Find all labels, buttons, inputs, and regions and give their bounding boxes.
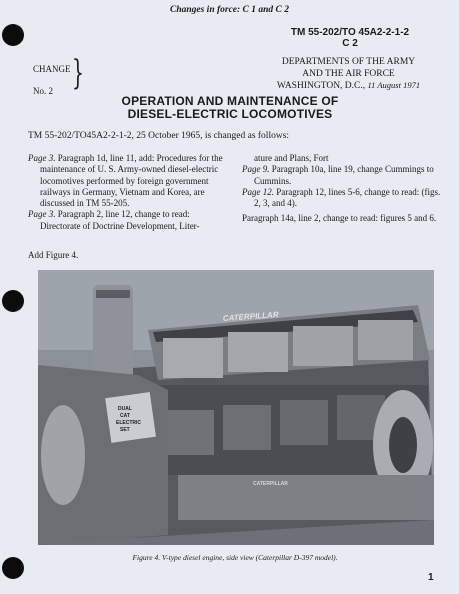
plate-line-2: CAT xyxy=(120,413,130,419)
page-number: 1 xyxy=(428,572,434,583)
change-label: CHANGE xyxy=(33,64,71,74)
column-right xyxy=(242,153,442,225)
base-brand-text: CATERPILLAR xyxy=(253,481,288,487)
dept-place: WASHINGTON, D.C., xyxy=(276,81,366,91)
plate-line-1: DUAL xyxy=(118,406,132,412)
change-entry xyxy=(28,153,231,209)
change-entry xyxy=(242,187,442,210)
entry-text: Paragraph 2, line 12, change to read: Directorate of Doctrine Development, Liter- xyxy=(40,209,200,231)
column-left xyxy=(28,153,231,232)
dept-date: 11 August 1971 xyxy=(367,80,421,90)
punch-hole-bottom xyxy=(2,557,24,579)
add-figure-note: Add Figure 4. xyxy=(28,250,79,260)
change-entry: Paragraph 14a, line 2, change to read: figures 5 and 6. xyxy=(242,213,437,224)
engine-photo xyxy=(38,270,434,545)
brace-glyph: } xyxy=(72,53,84,93)
dept-line2: AND THE AIR FORCE xyxy=(302,68,395,79)
page-ref: Page 12. xyxy=(242,186,274,197)
change-number: No. 2 xyxy=(33,86,53,96)
title-line2: DIESEL-ELECTRIC LOCOMOTIVES xyxy=(127,107,333,121)
entry-text: Paragraph 12, lines 5-6, change to read: (figs. 2, 3, and 4). xyxy=(254,186,441,209)
figure-caption: Figure 4. V-type diesel engine, side view (Caterpillar D-397 model). xyxy=(132,553,338,562)
department-block xyxy=(246,57,451,93)
page-ref: Page 9. xyxy=(242,164,270,175)
title-line1: OPERATION AND MAINTENANCE OF xyxy=(121,94,339,108)
punch-hole-middle xyxy=(2,290,24,312)
change-entry xyxy=(28,209,231,232)
document-title xyxy=(40,95,420,121)
punch-hole-top xyxy=(2,24,24,46)
entry-text: Paragraph 1d, line 11, add: Procedures for the maintenance of U. S. Army-owned diesel-electric locomotives performed by foreign government railways in Germany, Vietnam and Korea, are discussed in TM 55-205. xyxy=(40,153,223,209)
plate-line-4: SET xyxy=(120,427,130,433)
entry-text: Paragraph 10a, line 19, change Cummings to Cummins. xyxy=(254,164,434,186)
dept-place-date xyxy=(246,80,451,93)
page-ref: Page 3. xyxy=(28,153,56,163)
change-entry xyxy=(242,164,442,187)
intro-statement: TM 55-202/TO45A2-2-1-2, 25 October 1965, is changed as follows: xyxy=(28,131,290,141)
tm-identifier xyxy=(260,27,440,49)
plate-line-3: ELECTRIC xyxy=(116,420,141,426)
caterpillar-logo-text: CATERPILLAR xyxy=(222,310,279,323)
changes-in-force-header: Changes in force: C 1 and C 2 xyxy=(169,5,290,15)
entry-continuation: ature and Plans, Fort xyxy=(254,153,329,163)
tm-number: TM 55-202/TO 45A2-2-1-2 xyxy=(290,27,410,38)
tm-change: C 2 xyxy=(342,38,358,49)
dept-line1: DEPARTMENTS OF THE ARMY xyxy=(281,57,416,67)
page-ref: Page 3. xyxy=(28,209,56,220)
